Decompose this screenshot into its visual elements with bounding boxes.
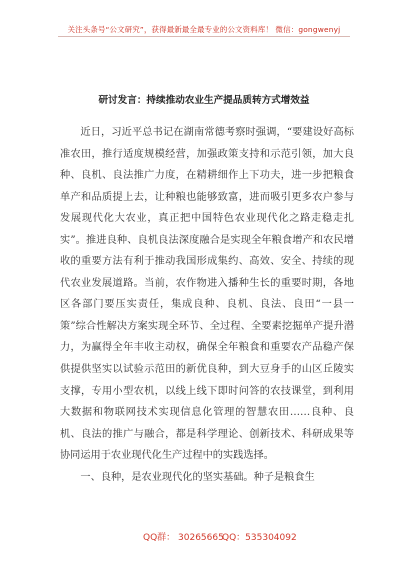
footer-qq-group: QQ群： 30265665 [143,533,224,543]
document-body [60,122,354,488]
document-title: 研讨发言：持续推动农业生产提品质转方式增效益 [98,95,310,106]
header-divider [58,36,350,37]
body-paragraph: 近日，习近平总书记在湖南常德考察时强调，“要建设好高标准农田，推行适度规模经营，加强政策支持和示范引领，加大良种、良机、良法推广力度，在精耕细作上下功夫，进一步把粮食单产和品质提上去，让种粮也能够致富，进而吸引更多农户参与发展现代化大农业，真正把中国特色农业现代化之路走稳走扎实”。推进良种、良机良法深度融合是实现全年粮食增产和农民增收的重要方法有利于推动我国形成集约、高效、安全、持续的现代农业发展道路。当前，农作物进入播种生长的重要时期，各地区各部门要压实责任，集成良种、良机、良法、良田“一县一策”综合性解决方案实现全环节、全过程、全要素挖掘单产提升潜力，为赢得全年丰收主动权，确保全年粮食和重要农产品稳产保供提供坚实以试验示范田的新优良种，到大豆身手的山区丘陵实支撑，专用小型农机，以线上线下即时问答的农技课堂，到利用大数据和物联网技术实现信息化管理的智慧农田……良种、良机、良法的推广与融合，都是科学理论、创新技术、科研成果等协同运用于农业现代化生产过程中的实践选择。 [60,127,354,462]
footer-qq-number: QQ：535304092 [222,533,297,543]
header-banner: 关注头条号“公文研究”，获得最新最全最专业的公文资料库！ 微信：gongwenyj [67,25,341,34]
body-paragraph: 一、良种，是农业现代化的坚实基础。种子是粮食生 [80,471,315,483]
